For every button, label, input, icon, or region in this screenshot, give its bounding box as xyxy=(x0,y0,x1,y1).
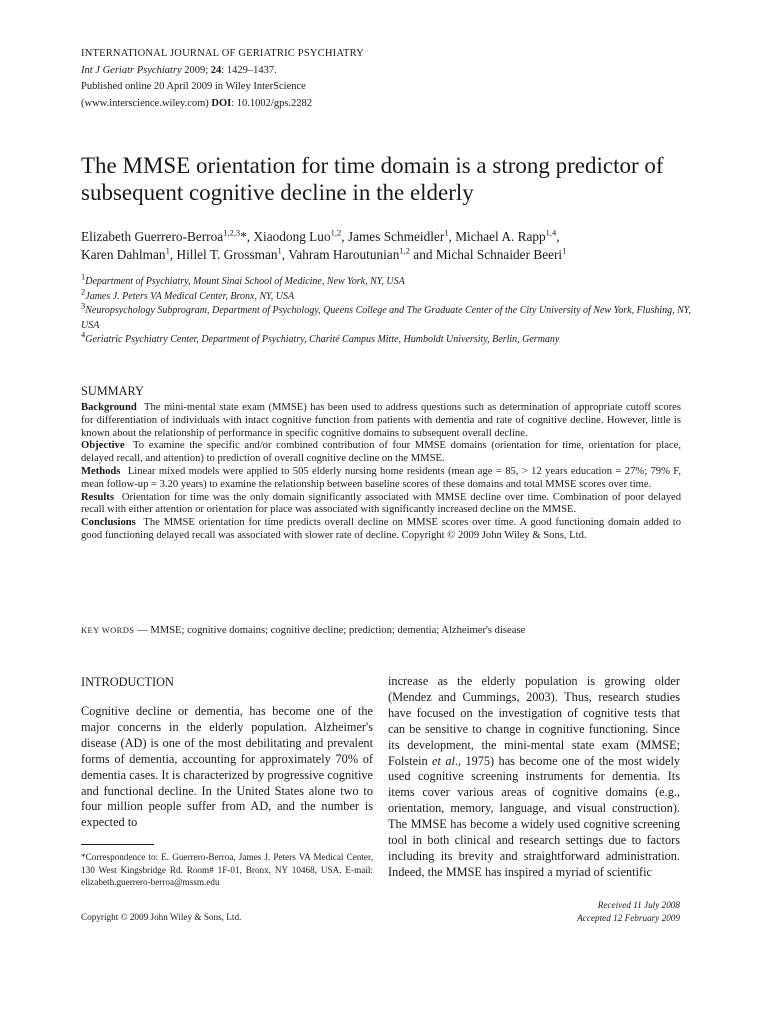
website-link[interactable]: (www.interscience.wiley.com) xyxy=(81,97,212,109)
citation-year: 2009; xyxy=(181,64,211,76)
body-column-right xyxy=(388,674,680,881)
footnote-divider xyxy=(81,844,154,845)
key-words-label: KEY WORDS xyxy=(81,625,135,635)
accepted-date: Accepted 12 February 2009 xyxy=(577,912,680,923)
received-date: Received 11 July 2008 xyxy=(597,900,680,910)
citation-journal: Int J Geriatr Psychiatry xyxy=(81,64,182,76)
doi-value[interactable]: : 10.1002/gps.2282 xyxy=(231,97,313,109)
journal-header xyxy=(81,46,364,112)
author: Elizabeth Guerrero-Berroa$^{1,2,3}$*, xyxy=(81,227,254,244)
author: Michal Schnaider Beeri$^1$ xyxy=(435,245,567,262)
affiliation: $^4$Geriatric Psychiatry Center, Department of Psychiatry, Charité Campus Mitte, Humboldt University, Berlin, Germany xyxy=(81,329,560,345)
summary-results: Results Orientation for time was the only domain significantly associated with MMSE decline over time. Combination of poor delayed recall with either attention or orientation for place was associated with significantly increased decline on the MMSE. xyxy=(81,491,681,516)
abstract-summary xyxy=(81,383,681,543)
author-list xyxy=(81,228,691,264)
introduction-paragraph: Cognitive decline or dementia, has become one of the major concerns in the elderly population. Alzheimer's disease (AD) is one of the most debilitating and prevalent forms of dementia, accounting for approximately 70% of dementia cases. It is characterized by progressive cognitive and functional decline. In the United States alone two to four million people suffer from AD, and the number is expected to xyxy=(81,704,373,830)
author: James Schmeidler$^1$, xyxy=(347,227,456,244)
article-dates xyxy=(480,899,680,924)
body-column-left xyxy=(81,674,373,831)
summary-background: Background The mini-mental state exam (MMSE) has been used to address questions such as determination of appropriate cutoff scores for differentiation of individuals with intact cognitive function from patients with dementia and rate of cognitive decline. However, little is known about the relationship of performance in specific cognitive domains to subsequent overall decline. xyxy=(81,402,681,439)
journal-name: INTERNATIONAL JOURNAL OF GERIATRIC PSYCHIATRY xyxy=(81,48,364,59)
doi-line xyxy=(81,96,364,113)
publication-line: Published online 20 April 2009 in Wiley InterScience xyxy=(81,81,306,92)
copyright-footer: Copyright © 2009 John Wiley & Sons, Ltd. xyxy=(81,912,242,922)
summary-objective: Objective To examine the specific and/or combined contribution of four MMSE domains (orientation for time, orientation for place, delayed recall, and attention) to prediction of overall cognitive decline on the MMSE. xyxy=(81,440,681,465)
author: Michael A. Rapp$^{1,4}$, xyxy=(455,227,560,244)
affiliation: $^2$James J. Peters VA Medical Center, Bronx, NY, USA xyxy=(81,286,295,302)
citation-line xyxy=(81,63,364,80)
affiliation: $^3$Neuropsychology Subprogram, Department of Psychology, Queens College and The Graduate Center of the City University of New York, Flushing, NY, USA xyxy=(81,300,691,331)
summary-heading: SUMMARY xyxy=(81,384,144,398)
article-title: The MMSE orientation for time domain is a strong predictor of subsequent cognitive decline in the elderly xyxy=(81,153,664,205)
affiliations xyxy=(81,271,691,348)
citation-pages: : 1429–1437. xyxy=(221,64,277,76)
summary-methods: Methods Linear mixed models were applied to 505 elderly nursing home residents (mean age = 85, > 12 years education = 27%; 79% F, mean follow-up = 3.20 years) to examine the relationship between baseline scores of these domains and total MMSE scores over time. xyxy=(81,465,681,490)
key-words-text: — MMSE; cognitive domains; cognitive decline; prediction; dementia; Alzheimer's disease xyxy=(134,625,526,636)
doi-label: DOI xyxy=(211,97,232,109)
key-words xyxy=(81,624,681,637)
introduction-heading: INTRODUCTION xyxy=(81,675,174,689)
author: Vahram Haroutunian$^{1,2}$ and xyxy=(288,245,436,262)
introduction-paragraph-continued: increase as the elderly population is growing older (Mendez and Cummings, 2003). Thus, research studies have focused on the investigation of cognitive tests that can be sensitive to change in cognitive functioning. Since its development, the mini-mental state exam (MMSE; Folstein et al., 1975) has become one of the most widely used cognitive screening instruments for dementia. Its items cover various areas of cognitive domains (e.g., orientation, memory, language, and visual construction). The MMSE has become a widely used cognitive screening tool in both clinical and research settings due to factors including its brevity and straightforward administration. Indeed, the MMSE has inspired a myriad of scientific xyxy=(388,674,681,879)
citation-volume: 24 xyxy=(210,64,222,76)
affiliation: $^1$Department of Psychiatry, Mount Sinai School of Medicine, New York, NY, USA xyxy=(81,271,405,287)
author: Xiaodong Luo$^{1,2}$, xyxy=(253,227,348,244)
summary-conclusions: Conclusions The MMSE orientation for time predicts overall decline on MMSE scores over time. A good functioning domain added to good functioning delayed recall was associated with slower rate of decline. Copyright © 2009 John Wiley & Sons, Ltd. xyxy=(81,517,681,541)
author: Karen Dahlman$^1$, xyxy=(81,245,177,262)
correspondence-footnote: *Correspondence to: E. Guerrero-Berroa, James J. Peters VA Medical Center, 130 West Kingsbridge Rd. Room# 1F-01, Bronx, NY 10468, USA. E-mail: elizabeth.guerrero-berroa@mssm.edu xyxy=(81,852,373,887)
author: Hillel T. Grossman$^1$, xyxy=(176,245,289,262)
